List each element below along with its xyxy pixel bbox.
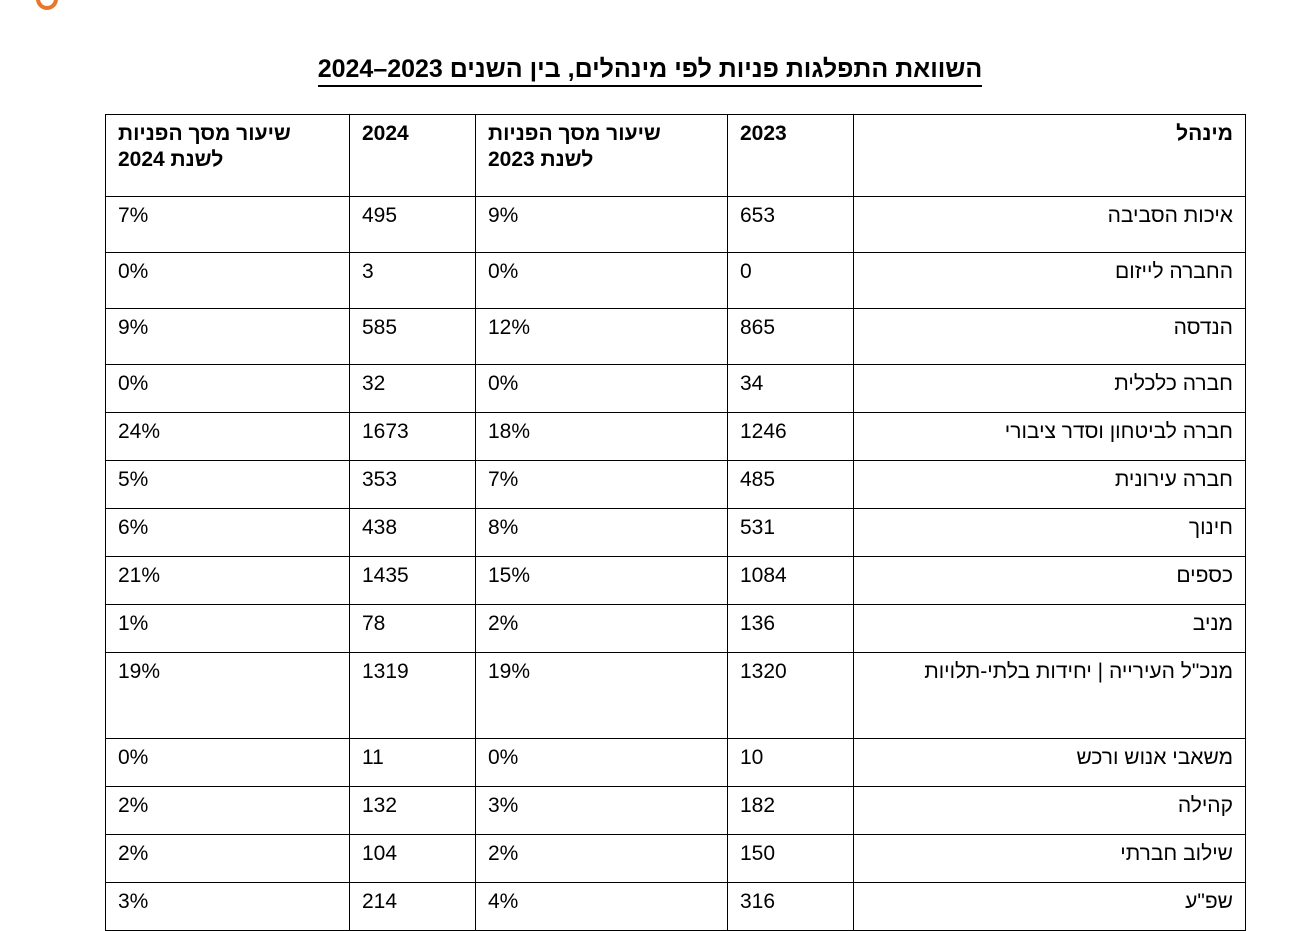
cell-pct-2023: 19%	[476, 653, 728, 739]
table-row	[106, 739, 1246, 787]
cell-2023: 653	[728, 197, 854, 253]
column-header-pct-2023: שיעור מסך הפניות לשנת 2023	[476, 115, 728, 197]
cell-pct-2024: 1%	[106, 605, 350, 653]
comparison-table-container	[106, 114, 1246, 931]
cell-2023: 1320	[728, 653, 854, 739]
table-row	[106, 413, 1246, 461]
cell-name: קהילה	[854, 787, 1246, 835]
cell-2023: 150	[728, 835, 854, 883]
table-row	[106, 605, 1246, 653]
cell-name: חברה עירונית	[854, 461, 1246, 509]
cell-2024: 1319	[350, 653, 476, 739]
cell-pct-2024: 19%	[106, 653, 350, 739]
cell-pct-2024: 21%	[106, 557, 350, 605]
cell-name: כספים	[854, 557, 1246, 605]
cell-pct-2023: 9%	[476, 197, 728, 253]
cell-name: שפ"ע	[854, 883, 1246, 931]
cell-name: הנדסה	[854, 309, 1246, 365]
cell-pct-2023: 12%	[476, 309, 728, 365]
cell-2024: 438	[350, 509, 476, 557]
cell-2023: 1246	[728, 413, 854, 461]
table-header	[106, 115, 1246, 197]
page-title-text: השוואת התפלגות פניות לפי מינהלים, בין השנים 2023–2024	[318, 55, 983, 87]
cell-pct-2023: 4%	[476, 883, 728, 931]
cell-pct-2024: 5%	[106, 461, 350, 509]
table-row	[106, 197, 1246, 253]
cell-2024: 132	[350, 787, 476, 835]
cell-2024: 1435	[350, 557, 476, 605]
cell-name: חינוך	[854, 509, 1246, 557]
column-header-2024: 2024	[350, 115, 476, 197]
cell-pct-2023: 0%	[476, 739, 728, 787]
cell-2023: 1084	[728, 557, 854, 605]
table-row	[106, 653, 1246, 739]
cell-pct-2024: 7%	[106, 197, 350, 253]
cell-pct-2023: 0%	[476, 253, 728, 309]
table-row	[106, 787, 1246, 835]
cell-2023: 34	[728, 365, 854, 413]
cell-2023: 136	[728, 605, 854, 653]
cell-pct-2024: 0%	[106, 365, 350, 413]
cell-pct-2024: 0%	[106, 253, 350, 309]
column-header-2023: 2023	[728, 115, 854, 197]
cell-name: איכות הסביבה	[854, 197, 1246, 253]
page-title	[0, 0, 1300, 84]
cell-pct-2024: 3%	[106, 883, 350, 931]
cell-pct-2023: 18%	[476, 413, 728, 461]
cell-name: חברה לביטחון וסדר ציבורי	[854, 413, 1246, 461]
cell-pct-2023: 0%	[476, 365, 728, 413]
cell-2023: 531	[728, 509, 854, 557]
cell-name: חברה כלכלית	[854, 365, 1246, 413]
cell-2023: 316	[728, 883, 854, 931]
cell-pct-2024: 2%	[106, 835, 350, 883]
table-row	[106, 461, 1246, 509]
cell-2024: 585	[350, 309, 476, 365]
cell-2024: 11	[350, 739, 476, 787]
cell-2023: 865	[728, 309, 854, 365]
cell-pct-2024: 2%	[106, 787, 350, 835]
table-row	[106, 309, 1246, 365]
table-row	[106, 883, 1246, 931]
table-row	[106, 365, 1246, 413]
cell-2023: 485	[728, 461, 854, 509]
comparison-table	[105, 114, 1246, 931]
cell-2024: 495	[350, 197, 476, 253]
column-header-name: מינהל	[854, 115, 1246, 197]
table-body	[106, 197, 1246, 931]
cell-pct-2023: 8%	[476, 509, 728, 557]
cell-pct-2024: 0%	[106, 739, 350, 787]
table-row	[106, 253, 1246, 309]
orange-ring-logo-icon	[36, 0, 62, 16]
table-row	[106, 835, 1246, 883]
cell-2024: 353	[350, 461, 476, 509]
cell-pct-2024: 9%	[106, 309, 350, 365]
cell-name: החברה לייזום	[854, 253, 1246, 309]
cell-pct-2023: 3%	[476, 787, 728, 835]
cell-name: שילוב חברתי	[854, 835, 1246, 883]
table-row	[106, 509, 1246, 557]
cell-pct-2024: 6%	[106, 509, 350, 557]
cell-pct-2023: 15%	[476, 557, 728, 605]
cell-name: מניב	[854, 605, 1246, 653]
cell-name: מנכ"ל העירייה | יחידות בלתי-תלויות	[854, 653, 1246, 739]
cell-2024: 214	[350, 883, 476, 931]
cell-2024: 104	[350, 835, 476, 883]
cell-pct-2024: 24%	[106, 413, 350, 461]
cell-2024: 32	[350, 365, 476, 413]
cell-2024: 1673	[350, 413, 476, 461]
cell-2023: 0	[728, 253, 854, 309]
table-row	[106, 557, 1246, 605]
cell-2024: 3	[350, 253, 476, 309]
cell-name: משאבי אנוש ורכש	[854, 739, 1246, 787]
cell-2024: 78	[350, 605, 476, 653]
cell-pct-2023: 2%	[476, 835, 728, 883]
cell-2023: 182	[728, 787, 854, 835]
column-header-pct-2024: שיעור מסך הפניות לשנת 2024	[106, 115, 350, 197]
cell-pct-2023: 7%	[476, 461, 728, 509]
cell-pct-2023: 2%	[476, 605, 728, 653]
table-header-row	[106, 115, 1246, 197]
cell-2023: 10	[728, 739, 854, 787]
